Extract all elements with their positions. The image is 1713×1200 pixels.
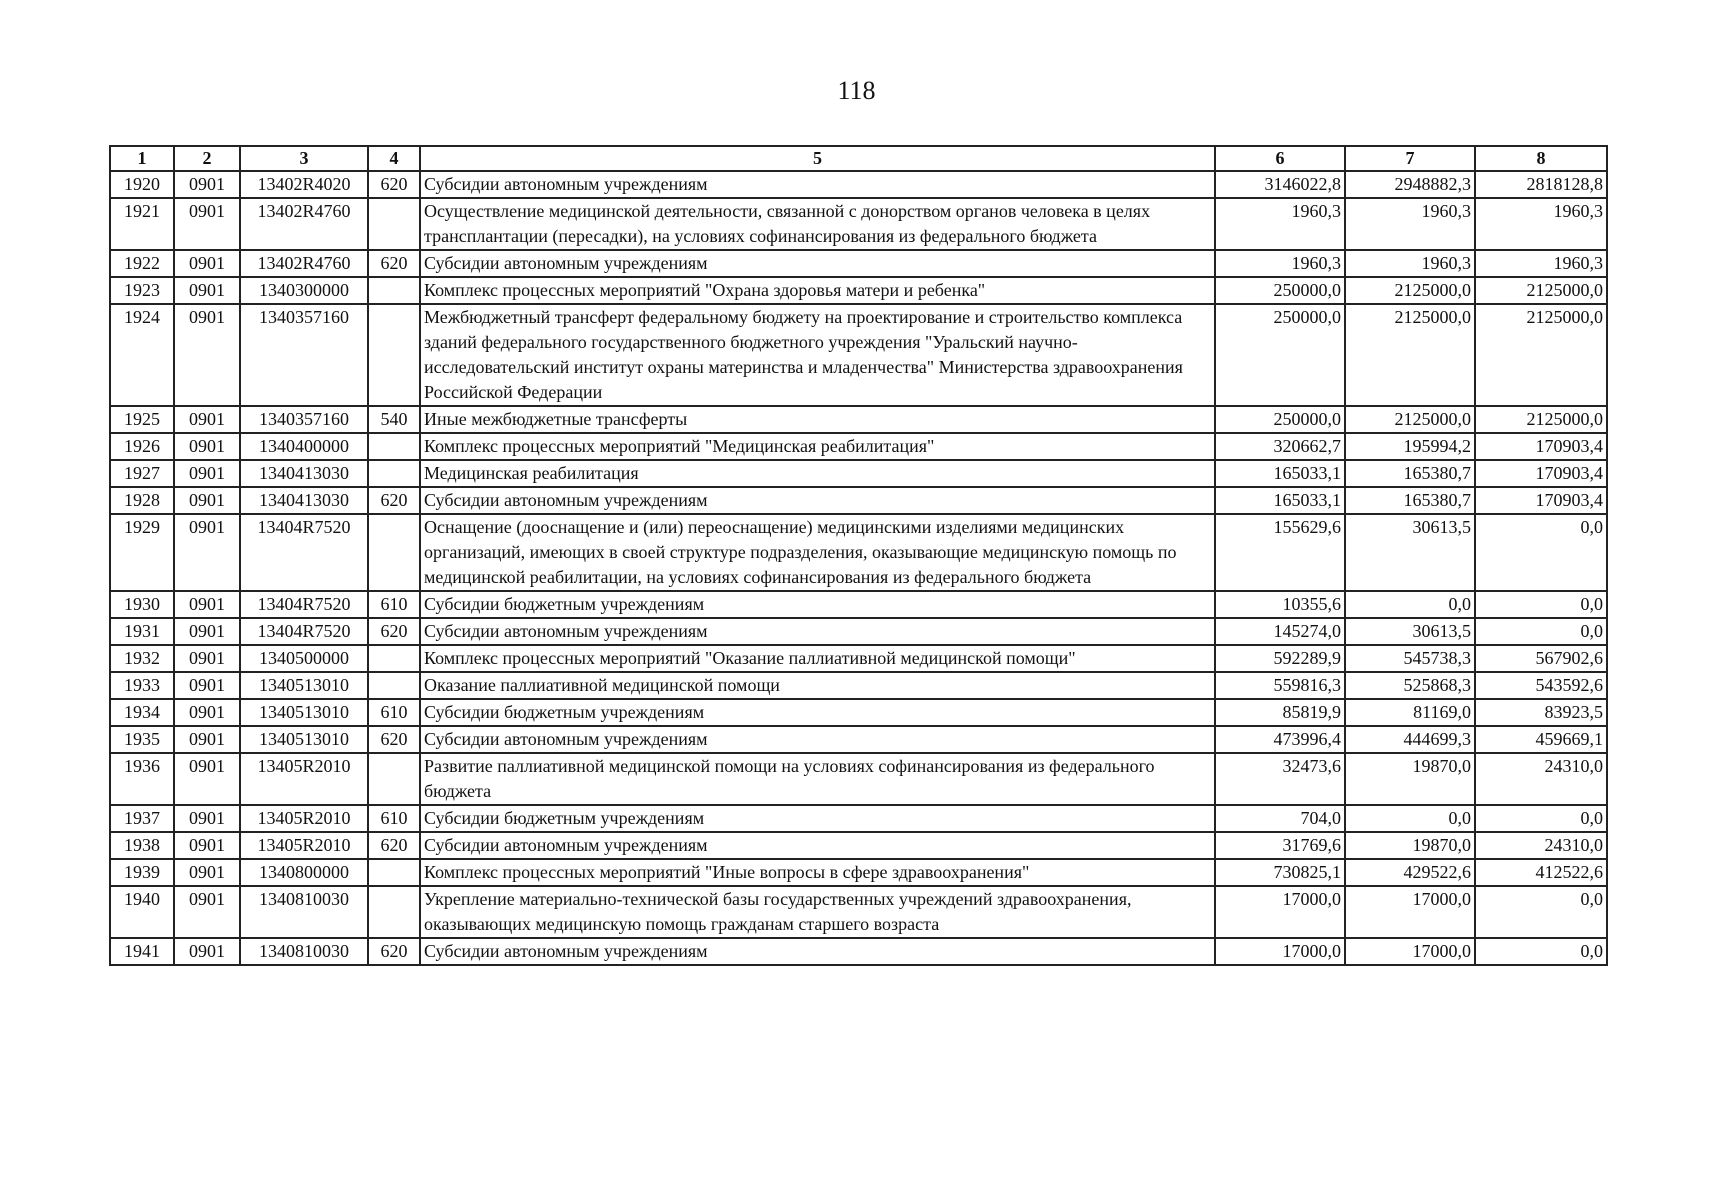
amount-col6-cell: 10355,6: [1215, 591, 1345, 618]
section-code-cell: 0901: [174, 645, 240, 672]
amount-col6-cell: 32473,6: [1215, 753, 1345, 805]
item-name-cell: Комплекс процессных мероприятий "Оказание паллиативной медицинской помощи": [420, 645, 1215, 672]
expense-type-cell: [368, 753, 420, 805]
section-code-cell: 0901: [174, 618, 240, 645]
section-code-cell: 0901: [174, 672, 240, 699]
expense-type-cell: [368, 859, 420, 886]
amount-col6-cell: 165033,1: [1215, 460, 1345, 487]
item-name-cell: Субсидии автономным учреждениям: [420, 487, 1215, 514]
amount-col8-cell: 2125000,0: [1475, 277, 1607, 304]
expense-type-cell: 620: [368, 487, 420, 514]
table-row: [110, 886, 1607, 938]
page-number: 118: [837, 76, 876, 105]
section-code-cell: 0901: [174, 832, 240, 859]
amount-col8-cell: 543592,6: [1475, 672, 1607, 699]
amount-col6-cell: 250000,0: [1215, 406, 1345, 433]
table-row: [110, 277, 1607, 304]
section-code-cell: 0901: [174, 753, 240, 805]
amount-col8-cell: 2818128,8: [1475, 171, 1607, 198]
row-number-cell: 1936: [110, 753, 174, 805]
row-number-cell: 1920: [110, 171, 174, 198]
amount-col7-cell: 19870,0: [1345, 832, 1475, 859]
row-number-cell: 1941: [110, 938, 174, 965]
row-number-cell: 1933: [110, 672, 174, 699]
section-code-cell: 0901: [174, 250, 240, 277]
item-name-cell: Комплекс процессных мероприятий "Медицинская реабилитация": [420, 433, 1215, 460]
column-header: 1: [110, 146, 174, 171]
amount-col8-cell: 170903,4: [1475, 460, 1607, 487]
amount-col7-cell: 2948882,3: [1345, 171, 1475, 198]
table-row: [110, 591, 1607, 618]
section-code-cell: 0901: [174, 433, 240, 460]
row-number-cell: 1939: [110, 859, 174, 886]
row-number-cell: 1927: [110, 460, 174, 487]
table-row: [110, 645, 1607, 672]
amount-col6-cell: 250000,0: [1215, 277, 1345, 304]
target-code-cell: 1340513010: [240, 699, 368, 726]
row-number-cell: 1938: [110, 832, 174, 859]
row-number-cell: 1925: [110, 406, 174, 433]
target-code-cell: 13402R4760: [240, 250, 368, 277]
column-header: 3: [240, 146, 368, 171]
section-code-cell: 0901: [174, 304, 240, 406]
item-name-cell: Комплекс процессных мероприятий "Охрана здоровья матери и ребенка": [420, 277, 1215, 304]
target-code-cell: 1340357160: [240, 304, 368, 406]
table-row: [110, 460, 1607, 487]
amount-col8-cell: 2125000,0: [1475, 406, 1607, 433]
target-code-cell: 13404R7520: [240, 591, 368, 618]
item-name-cell: Межбюджетный трансферт федеральному бюджету на проектирование и строительство комплекса зданий федерального государственного бюджетного учреждения "Уральский научно-исследовательский институт охраны материнства и младенчества" Министерства здравоохранения Российской Федерации: [420, 304, 1215, 406]
row-number-cell: 1928: [110, 487, 174, 514]
target-code-cell: 1340810030: [240, 886, 368, 938]
target-code-cell: 1340413030: [240, 487, 368, 514]
expense-type-cell: [368, 277, 420, 304]
expense-type-cell: [368, 886, 420, 938]
amount-col8-cell: 170903,4: [1475, 487, 1607, 514]
table-row: [110, 250, 1607, 277]
target-code-cell: 1340400000: [240, 433, 368, 460]
section-code-cell: 0901: [174, 198, 240, 250]
item-name-cell: Субсидии автономным учреждениям: [420, 938, 1215, 965]
table-body: [110, 171, 1607, 965]
section-code-cell: 0901: [174, 886, 240, 938]
item-name-cell: Субсидии бюджетным учреждениям: [420, 699, 1215, 726]
target-code-cell: 1340300000: [240, 277, 368, 304]
amount-col8-cell: 459669,1: [1475, 726, 1607, 753]
amount-col7-cell: 30613,5: [1345, 618, 1475, 645]
section-code-cell: 0901: [174, 460, 240, 487]
target-code-cell: 13405R2010: [240, 753, 368, 805]
amount-col8-cell: 24310,0: [1475, 753, 1607, 805]
amount-col7-cell: 19870,0: [1345, 753, 1475, 805]
table-row: [110, 198, 1607, 250]
amount-col8-cell: 2125000,0: [1475, 304, 1607, 406]
expense-type-cell: 610: [368, 591, 420, 618]
amount-col8-cell: 567902,6: [1475, 645, 1607, 672]
item-name-cell: Осуществление медицинской деятельности, связанной с донорством органов человека в целях трансплантации (пересадки), на условиях софинансирования из федерального бюджета: [420, 198, 1215, 250]
amount-col6-cell: 559816,3: [1215, 672, 1345, 699]
item-name-cell: Медицинская реабилитация: [420, 460, 1215, 487]
item-name-cell: Субсидии бюджетным учреждениям: [420, 591, 1215, 618]
amount-col6-cell: 17000,0: [1215, 886, 1345, 938]
amount-col8-cell: 0,0: [1475, 886, 1607, 938]
item-name-cell: Развитие паллиативной медицинской помощи на условиях софинансирования из федерального бюджета: [420, 753, 1215, 805]
section-code-cell: 0901: [174, 805, 240, 832]
row-number-cell: 1937: [110, 805, 174, 832]
item-name-cell: Субсидии автономным учреждениям: [420, 832, 1215, 859]
amount-col6-cell: 155629,6: [1215, 514, 1345, 591]
amount-col6-cell: 473996,4: [1215, 726, 1345, 753]
item-name-cell: Укрепление материально-технической базы государственных учреждений здравоохранения, оказывающих медицинскую помощь гражданам старшего возраста: [420, 886, 1215, 938]
table-row: [110, 171, 1607, 198]
amount-col6-cell: 31769,6: [1215, 832, 1345, 859]
amount-col7-cell: 0,0: [1345, 805, 1475, 832]
target-code-cell: 1340513010: [240, 672, 368, 699]
amount-col6-cell: 145274,0: [1215, 618, 1345, 645]
item-name-cell: Иные межбюджетные трансферты: [420, 406, 1215, 433]
amount-col7-cell: 1960,3: [1345, 198, 1475, 250]
row-number-cell: 1929: [110, 514, 174, 591]
amount-col8-cell: 0,0: [1475, 591, 1607, 618]
target-code-cell: 13404R7520: [240, 618, 368, 645]
expense-type-cell: 620: [368, 250, 420, 277]
table-row: [110, 433, 1607, 460]
amount-col8-cell: 0,0: [1475, 805, 1607, 832]
column-header: 5: [420, 146, 1215, 171]
expense-type-cell: 620: [368, 832, 420, 859]
table-row: [110, 726, 1607, 753]
amount-col7-cell: 81169,0: [1345, 699, 1475, 726]
amount-col7-cell: 2125000,0: [1345, 277, 1475, 304]
column-header: 6: [1215, 146, 1345, 171]
amount-col8-cell: 0,0: [1475, 514, 1607, 591]
table-row: [110, 753, 1607, 805]
table-row: [110, 832, 1607, 859]
expense-type-cell: 620: [368, 618, 420, 645]
amount-col7-cell: 444699,3: [1345, 726, 1475, 753]
table-row: [110, 672, 1607, 699]
amount-col7-cell: 1960,3: [1345, 250, 1475, 277]
row-number-cell: 1924: [110, 304, 174, 406]
row-number-cell: 1921: [110, 198, 174, 250]
amount-col7-cell: 0,0: [1345, 591, 1475, 618]
target-code-cell: 13405R2010: [240, 805, 368, 832]
item-name-cell: Субсидии автономным учреждениям: [420, 250, 1215, 277]
expense-type-cell: [368, 304, 420, 406]
table-row: [110, 406, 1607, 433]
amount-col7-cell: 165380,7: [1345, 460, 1475, 487]
section-code-cell: 0901: [174, 726, 240, 753]
target-code-cell: 1340513010: [240, 726, 368, 753]
column-header: 2: [174, 146, 240, 171]
amount-col6-cell: 250000,0: [1215, 304, 1345, 406]
header-row: [110, 146, 1607, 171]
target-code-cell: 1340500000: [240, 645, 368, 672]
amount-col7-cell: 525868,3: [1345, 672, 1475, 699]
expense-type-cell: [368, 460, 420, 487]
row-number-cell: 1935: [110, 726, 174, 753]
target-code-cell: 1340357160: [240, 406, 368, 433]
section-code-cell: 0901: [174, 859, 240, 886]
table-row: [110, 938, 1607, 965]
row-number-cell: 1926: [110, 433, 174, 460]
amount-col7-cell: 545738,3: [1345, 645, 1475, 672]
section-code-cell: 0901: [174, 487, 240, 514]
amount-col6-cell: 730825,1: [1215, 859, 1345, 886]
column-header: 8: [1475, 146, 1607, 171]
table-row: [110, 859, 1607, 886]
amount-col7-cell: 2125000,0: [1345, 304, 1475, 406]
item-name-cell: Субсидии автономным учреждениям: [420, 726, 1215, 753]
item-name-cell: Субсидии автономным учреждениям: [420, 618, 1215, 645]
expense-type-cell: [368, 645, 420, 672]
section-code-cell: 0901: [174, 591, 240, 618]
target-code-cell: 1340800000: [240, 859, 368, 886]
amount-col7-cell: 2125000,0: [1345, 406, 1475, 433]
target-code-cell: 1340413030: [240, 460, 368, 487]
row-number-cell: 1922: [110, 250, 174, 277]
expense-type-cell: [368, 198, 420, 250]
row-number-cell: 1923: [110, 277, 174, 304]
amount-col6-cell: 704,0: [1215, 805, 1345, 832]
amount-col7-cell: 195994,2: [1345, 433, 1475, 460]
item-name-cell: Субсидии бюджетным учреждениям: [420, 805, 1215, 832]
amount-col6-cell: 1960,3: [1215, 198, 1345, 250]
table-row: [110, 487, 1607, 514]
table-row: [110, 699, 1607, 726]
amount-col6-cell: 1960,3: [1215, 250, 1345, 277]
expense-type-cell: 610: [368, 805, 420, 832]
column-header: 4: [368, 146, 420, 171]
target-code-cell: 13404R7520: [240, 514, 368, 591]
expense-type-cell: [368, 514, 420, 591]
expense-type-cell: [368, 433, 420, 460]
section-code-cell: 0901: [174, 699, 240, 726]
column-header: 7: [1345, 146, 1475, 171]
table-row: [110, 304, 1607, 406]
amount-col8-cell: 0,0: [1475, 938, 1607, 965]
item-name-cell: Комплекс процессных мероприятий "Иные вопросы в сфере здравоохранения": [420, 859, 1215, 886]
row-number-cell: 1934: [110, 699, 174, 726]
item-name-cell: Оснащение (дооснащение и (или) переоснащение) медицинскими изделиями медицинских организаций, имеющих в своей структуре подразделения, оказывающие медицинскую помощь по медицинской реабилитации, на условиях софинансирования из федерального бюджета: [420, 514, 1215, 591]
expense-type-cell: 620: [368, 938, 420, 965]
section-code-cell: 0901: [174, 938, 240, 965]
expense-type-cell: 620: [368, 171, 420, 198]
amount-col6-cell: 592289,9: [1215, 645, 1345, 672]
amount-col8-cell: 1960,3: [1475, 250, 1607, 277]
item-name-cell: Субсидии автономным учреждениям: [420, 171, 1215, 198]
amount-col6-cell: 85819,9: [1215, 699, 1345, 726]
amount-col6-cell: 3146022,8: [1215, 171, 1345, 198]
table-row: [110, 514, 1607, 591]
budget-table: [109, 145, 1608, 966]
amount-col8-cell: 0,0: [1475, 618, 1607, 645]
amount-col6-cell: 320662,7: [1215, 433, 1345, 460]
table-row: [110, 618, 1607, 645]
amount-col7-cell: 429522,6: [1345, 859, 1475, 886]
expense-type-cell: [368, 672, 420, 699]
item-name-cell: Оказание паллиативной медицинской помощи: [420, 672, 1215, 699]
table-row: [110, 805, 1607, 832]
amount-col6-cell: 165033,1: [1215, 487, 1345, 514]
amount-col8-cell: 1960,3: [1475, 198, 1607, 250]
amount-col6-cell: 17000,0: [1215, 938, 1345, 965]
row-number-cell: 1930: [110, 591, 174, 618]
target-code-cell: 13402R4020: [240, 171, 368, 198]
target-code-cell: 1340810030: [240, 938, 368, 965]
amount-col8-cell: 83923,5: [1475, 699, 1607, 726]
section-code-cell: 0901: [174, 277, 240, 304]
amount-col8-cell: 412522,6: [1475, 859, 1607, 886]
row-number-cell: 1940: [110, 886, 174, 938]
section-code-cell: 0901: [174, 406, 240, 433]
section-code-cell: 0901: [174, 514, 240, 591]
expense-type-cell: 620: [368, 726, 420, 753]
expense-type-cell: 610: [368, 699, 420, 726]
row-number-cell: 1932: [110, 645, 174, 672]
target-code-cell: 13402R4760: [240, 198, 368, 250]
section-code-cell: 0901: [174, 171, 240, 198]
amount-col7-cell: 17000,0: [1345, 938, 1475, 965]
target-code-cell: 13405R2010: [240, 832, 368, 859]
expense-type-cell: 540: [368, 406, 420, 433]
amount-col7-cell: 30613,5: [1345, 514, 1475, 591]
amount-col8-cell: 170903,4: [1475, 433, 1607, 460]
row-number-cell: 1931: [110, 618, 174, 645]
amount-col7-cell: 17000,0: [1345, 886, 1475, 938]
amount-col7-cell: 165380,7: [1345, 487, 1475, 514]
amount-col8-cell: 24310,0: [1475, 832, 1607, 859]
